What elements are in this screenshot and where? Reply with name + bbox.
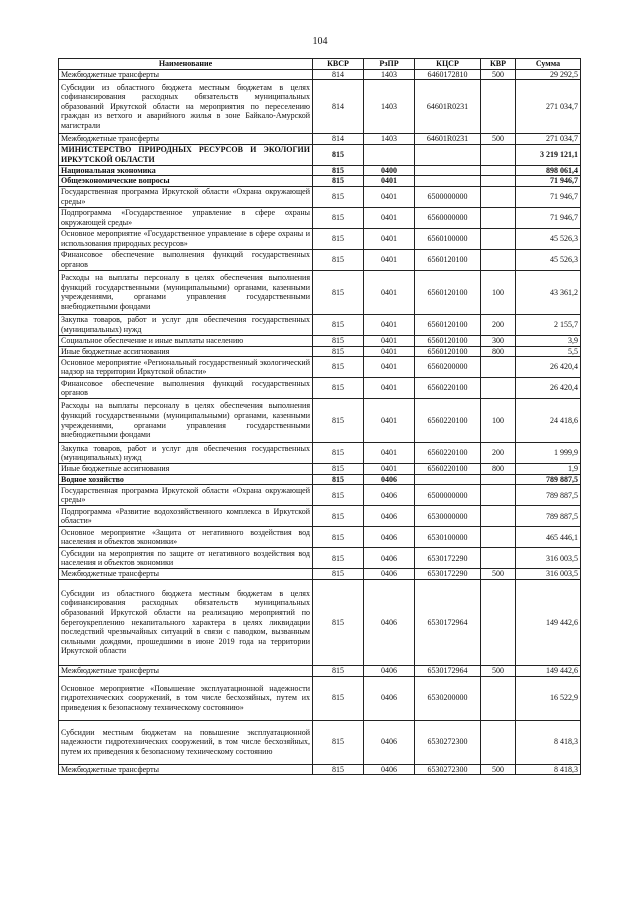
cell-name: Межбюджетные трансферты [59,569,313,580]
cell-sum: 149 442,6 [516,579,581,665]
cell-rzpr: 0401 [364,249,415,270]
cell-kvr [481,176,516,187]
cell-kvr [481,474,516,485]
cell-name: Основное мероприятие «Региональный государственный экологический надзор на территории Иркутской области» [59,357,313,378]
cell-name: Основное мероприятие «Государственное управление в сфере охраны и использования природных ресурсов» [59,228,313,249]
cell-rzpr: 0401 [364,270,415,314]
cell-kvsr: 815 [313,506,364,527]
cell-name: Основное мероприятие «Защита от негативного воздействия вод населения и объектов экономики» [59,527,313,548]
cell-sum: 789 887,5 [516,474,581,485]
cell-sum: 24 418,6 [516,399,581,443]
header-sum: Сумма [516,59,581,70]
cell-rzpr: 0401 [364,399,415,443]
cell-rzpr: 1403 [364,134,415,145]
table-row [59,720,581,764]
cell-kcsr: 6530172964 [415,665,481,676]
cell-rzpr: 0401 [364,346,415,357]
cell-sum: 26 420,4 [516,378,581,399]
cell-sum: 2 155,7 [516,314,581,335]
cell-name: Межбюджетные трансферты [59,665,313,676]
header-kvsr: КВСР [313,59,364,70]
cell-kcsr: 6560120100 [415,314,481,335]
cell-name: Закупка товаров, работ и услуг для обеспечения государственных (муниципальных) нужд [59,443,313,464]
cell-kvr: 200 [481,443,516,464]
cell-sum: 3 219 121,1 [516,144,581,165]
table-row [59,676,581,720]
cell-kvr: 500 [481,569,516,580]
table-row [59,335,581,346]
cell-rzpr: 0406 [364,506,415,527]
cell-kvr [481,548,516,569]
cell-kcsr: 6560200000 [415,357,481,378]
cell-kvsr: 814 [313,134,364,145]
cell-name: Финансовое обеспечение выполнения функций государственных органов [59,249,313,270]
table-row [59,346,581,357]
table-row [59,314,581,335]
cell-kvsr: 815 [313,527,364,548]
cell-sum: 898 061,4 [516,165,581,176]
cell-kvsr: 815 [313,176,364,187]
cell-kvsr: 815 [313,579,364,665]
table-header [59,59,581,70]
header-kvr: КВР [481,59,516,70]
cell-kvsr: 815 [313,165,364,176]
cell-sum: 43 361,2 [516,270,581,314]
budget-table [58,58,581,775]
header-row [59,59,581,70]
cell-kvsr: 815 [313,764,364,775]
cell-name: Субсидии из областного бюджета местным бюджетам в целях софинансирования расходных обязательств муниципальных образований Иркутской области на мероприятия по переселению граждан из ветхого и аварийного жилья в зоне Байкало-Амурской магистрали [59,80,313,134]
cell-kcsr: 6530172290 [415,569,481,580]
cell-rzpr: 0401 [364,335,415,346]
cell-kvr [481,228,516,249]
cell-kvsr: 815 [313,346,364,357]
table-row [59,764,581,775]
cell-name: Государственная программа Иркутской области «Охрана окружающей среды» [59,186,313,207]
table-row [59,527,581,548]
cell-kvr: 100 [481,399,516,443]
cell-rzpr: 0406 [364,474,415,485]
cell-kvr [481,357,516,378]
cell-kcsr: 6530000000 [415,506,481,527]
cell-kvr [481,720,516,764]
cell-sum: 316 003,5 [516,548,581,569]
cell-kcsr: 6530272300 [415,764,481,775]
cell-kvr: 800 [481,464,516,475]
cell-kvr [481,249,516,270]
cell-rzpr: 0406 [364,527,415,548]
table-row [59,270,581,314]
table-row [59,378,581,399]
cell-kvsr: 815 [313,314,364,335]
cell-sum: 1,9 [516,464,581,475]
cell-rzpr: 0406 [364,569,415,580]
cell-kvr: 300 [481,335,516,346]
cell-kcsr: 64601R0231 [415,80,481,134]
cell-rzpr: 0400 [364,165,415,176]
cell-kvsr: 815 [313,186,364,207]
cell-name: МИНИСТЕРСТВО ПРИРОДНЫХ РЕСУРСОВ И ЭКОЛОГИИ ИРКУТСКОЙ ОБЛАСТИ [59,144,313,165]
cell-kcsr [415,176,481,187]
cell-rzpr: 0406 [364,548,415,569]
table-row [59,144,581,165]
cell-rzpr: 0401 [364,378,415,399]
cell-rzpr [364,144,415,165]
cell-sum: 71 946,7 [516,176,581,187]
cell-sum: 71 946,7 [516,207,581,228]
table-row [59,464,581,475]
cell-kvr [481,80,516,134]
cell-sum: 789 887,5 [516,485,581,506]
cell-name: Основное мероприятие «Повышение эксплуатационной надежности гидротехнических сооружений, в том числе бесхозяйных, путем их приведения к безопасному техническому состоянию» [59,676,313,720]
cell-rzpr: 0401 [364,228,415,249]
cell-kvsr: 815 [313,720,364,764]
table-row [59,207,581,228]
cell-sum: 465 446,1 [516,527,581,548]
cell-name: Социальное обеспечение и иные выплаты населению [59,335,313,346]
cell-sum: 45 526,3 [516,228,581,249]
cell-name: Водное хозяйство [59,474,313,485]
cell-rzpr: 0406 [364,720,415,764]
cell-sum: 1 999,9 [516,443,581,464]
cell-sum: 16 522,9 [516,676,581,720]
cell-kvr [481,676,516,720]
cell-kvr [481,186,516,207]
cell-rzpr: 0406 [364,676,415,720]
cell-rzpr: 0401 [364,443,415,464]
cell-kcsr: 6530172964 [415,579,481,665]
table-row [59,485,581,506]
cell-kvsr: 815 [313,144,364,165]
cell-rzpr: 0401 [364,314,415,335]
table-row [59,80,581,134]
cell-kcsr: 64601R0231 [415,134,481,145]
cell-kcsr: 6560220100 [415,378,481,399]
cell-kcsr: 6560120100 [415,270,481,314]
cell-sum: 8 418,3 [516,720,581,764]
cell-kvsr: 815 [313,676,364,720]
cell-name: Межбюджетные трансферты [59,134,313,145]
cell-kcsr: 6530200000 [415,676,481,720]
cell-name: Межбюджетные трансферты [59,69,313,80]
cell-kvsr: 815 [313,270,364,314]
table-row [59,165,581,176]
cell-rzpr: 0401 [364,186,415,207]
cell-name: Национальная экономика [59,165,313,176]
cell-sum: 71 946,7 [516,186,581,207]
cell-name: Субсидии на мероприятия по защите от негативного воздействия вод населения и объектов экономики [59,548,313,569]
cell-kvr: 800 [481,346,516,357]
cell-rzpr: 0406 [364,579,415,665]
cell-kvr: 500 [481,69,516,80]
cell-kvsr: 815 [313,548,364,569]
cell-name: Расходы на выплаты персоналу в целях обеспечения выполнения функций государственными (муниципальными) органами, казенными учреждениями, органами управления государственными внебюджетными фондами [59,270,313,314]
cell-kvr [481,207,516,228]
cell-sum: 29 292,5 [516,69,581,80]
cell-kcsr: 6530172290 [415,548,481,569]
table-row [59,506,581,527]
cell-kvsr: 815 [313,443,364,464]
cell-kcsr: 6560120100 [415,335,481,346]
cell-kvr: 100 [481,270,516,314]
cell-kvsr: 815 [313,378,364,399]
cell-kvsr: 815 [313,249,364,270]
table-row [59,665,581,676]
cell-sum: 271 034,7 [516,134,581,145]
cell-kvsr: 815 [313,485,364,506]
cell-name: Государственная программа Иркутской области «Охрана окружающей среды» [59,485,313,506]
cell-kvr [481,485,516,506]
cell-kcsr: 6500000000 [415,186,481,207]
table-row [59,443,581,464]
page-number: 104 [312,36,328,47]
cell-kvsr: 815 [313,335,364,346]
cell-kcsr [415,165,481,176]
cell-kvsr: 815 [313,464,364,475]
cell-rzpr: 0401 [364,176,415,187]
cell-name: Иные бюджетные ассигнования [59,464,313,475]
table-row [59,399,581,443]
cell-kvr: 500 [481,764,516,775]
table-row [59,249,581,270]
cell-kvsr: 815 [313,228,364,249]
cell-kvsr: 815 [313,357,364,378]
cell-name: Финансовое обеспечение выполнения функций государственных органов [59,378,313,399]
cell-kvr [481,579,516,665]
cell-kvsr: 814 [313,80,364,134]
header-rzpr: РзПР [364,59,415,70]
cell-sum: 789 887,5 [516,506,581,527]
cell-name: Общеэкономические вопросы [59,176,313,187]
cell-sum: 45 526,3 [516,249,581,270]
cell-kvr [481,165,516,176]
table-body [59,69,581,775]
table-row [59,569,581,580]
cell-kvr: 500 [481,665,516,676]
table-row [59,176,581,187]
cell-kvr: 200 [481,314,516,335]
cell-kvsr: 815 [313,665,364,676]
table-row [59,579,581,665]
cell-kvsr: 815 [313,569,364,580]
cell-kcsr: 6560120100 [415,346,481,357]
cell-rzpr: 1403 [364,69,415,80]
cell-kvsr: 815 [313,474,364,485]
table-row [59,228,581,249]
cell-kvr [481,506,516,527]
cell-sum: 149 442,6 [516,665,581,676]
cell-kvsr: 815 [313,399,364,443]
cell-kcsr: 6560000000 [415,207,481,228]
cell-rzpr: 0406 [364,485,415,506]
table-row [59,69,581,80]
cell-sum: 316 003,5 [516,569,581,580]
cell-kcsr: 6560120100 [415,249,481,270]
cell-sum: 3,9 [516,335,581,346]
cell-sum: 5,5 [516,346,581,357]
cell-kcsr: 6460172810 [415,69,481,80]
cell-kcsr: 6560220100 [415,399,481,443]
cell-name: Расходы на выплаты персоналу в целях обеспечения выполнения функций государственными (муниципальными) органами, казенными учреждениями, органами управления государственными внебюджетными фондами [59,399,313,443]
cell-rzpr: 0406 [364,764,415,775]
cell-kcsr: 6530272300 [415,720,481,764]
cell-rzpr: 0401 [364,357,415,378]
table-row [59,548,581,569]
cell-kcsr: 6500000000 [415,485,481,506]
cell-sum: 271 034,7 [516,80,581,134]
cell-kvr: 500 [481,134,516,145]
cell-name: Закупка товаров, работ и услуг для обеспечения государственных (муниципальных) нужд [59,314,313,335]
cell-kvr [481,378,516,399]
cell-rzpr: 0401 [364,464,415,475]
table-row [59,186,581,207]
cell-rzpr: 1403 [364,80,415,134]
cell-kcsr: 6530100000 [415,527,481,548]
cell-rzpr: 0401 [364,207,415,228]
cell-kvsr: 815 [313,207,364,228]
cell-name: Подпрограмма «Государственное управление в сфере охраны окружающей среды» [59,207,313,228]
cell-name: Подпрограмма «Развитие водохозяйственного комплекса в Иркутской области» [59,506,313,527]
cell-name: Субсидии местным бюджетам на повышение эксплуатационной надежности гидротехнических сооружений, в том числе бесхозяйных, путем их приведения к безопасному техническому состоянию [59,720,313,764]
cell-kvr [481,527,516,548]
cell-kcsr: 6560220100 [415,443,481,464]
cell-sum: 26 420,4 [516,357,581,378]
table-row [59,474,581,485]
cell-kcsr: 6560220100 [415,464,481,475]
header-kcsr: КЦСР [415,59,481,70]
cell-kcsr [415,144,481,165]
table-row [59,134,581,145]
cell-name: Иные бюджетные ассигнования [59,346,313,357]
cell-name: Межбюджетные трансферты [59,764,313,775]
cell-name: Субсидии из областного бюджета местным бюджетам в целях софинансирования расходных обязательств муниципальных образований Иркутской области на реализацию мероприятий по берегоукреплению некапитального характера в целях ликвидации последствий чрезвычайных ситуаций в связи с паводком, вызванным сильными дождями, прошедшими в июне 2019 года на территории Иркутской области [59,579,313,665]
cell-kvr [481,144,516,165]
cell-kvsr: 814 [313,69,364,80]
table-row [59,357,581,378]
cell-rzpr: 0406 [364,665,415,676]
cell-kcsr: 6560100000 [415,228,481,249]
cell-sum: 8 418,3 [516,764,581,775]
cell-kcsr [415,474,481,485]
header-name: Наименование [59,59,313,70]
